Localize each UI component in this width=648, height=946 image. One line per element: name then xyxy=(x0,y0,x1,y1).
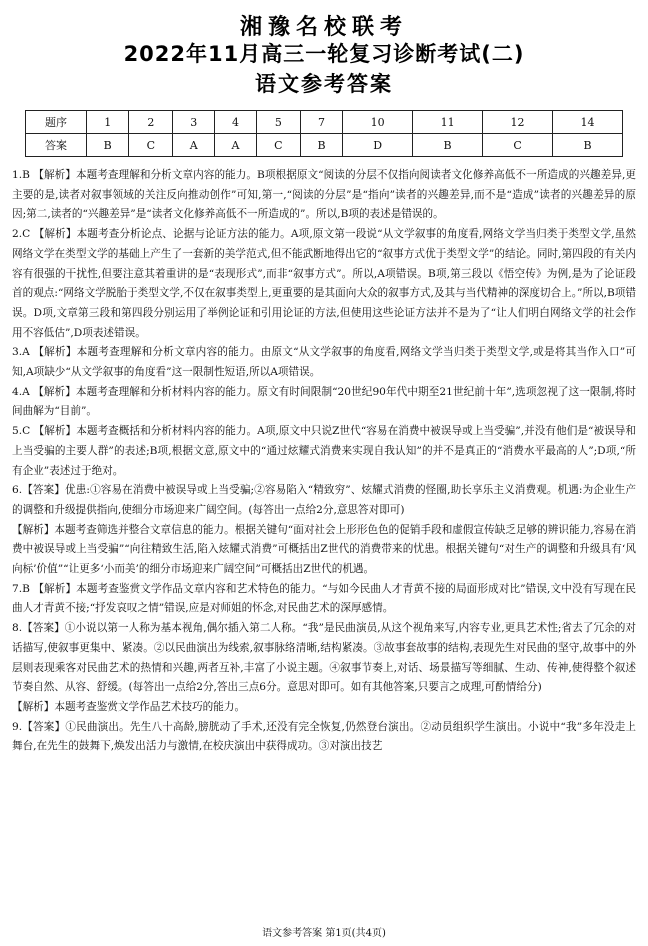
answer-cell: B xyxy=(553,134,623,157)
answer-cell: C xyxy=(256,134,300,157)
question-number-row xyxy=(26,111,623,134)
question-5-explanation: 5.C 【解析】本题考查概括和分析材料内容的能力。A项,原文中只说Z世代“容易在消费中被误导或上当受骗”,并没有他们是“被误导和上当受骗的主要人群”的表述;B项,根据文意,原文中的“通过炫耀式消费来实现自我认知”的并不是真正的“消费水平最高的人”;D项,“所有企业”表述过于绝对。 xyxy=(12,425,636,477)
question-1-explanation: 1.B 【解析】本题考查理解和分析文章内容的能力。B项根据原文“阅读的分层不仅指向阅读者文化修养高低不一所造成的兴趣差异,更主要的是,读者对叙事领域的关注反向推动创作”可知,第一,“阅读的分层”是“指向”读者的兴趣差异,而不是“造成”读者的兴趣差异的原因;第二,读者的“兴趣差异”是“读者文化修养高低不一所造成的”。所以,B项的表述是错误的。 xyxy=(12,169,636,221)
exam-series-title: 湘豫名校联考 xyxy=(239,15,408,40)
question-4-explanation: 4.A 【解析】本题考查理解和分析材料内容的能力。原文有时间限制“20世纪90年代中期至21世纪前十年”,选项忽视了这一限制,将时间曲解为“目前”。 xyxy=(12,385,636,418)
question-3-explanation: 3.A 【解析】本题考查理解和分析文章内容的能力。由原文“从文学叙事的角度看,网络文学当归类于类型文学,或是将其当作入口”可知,A项缺少“从文学叙事的角度看”这一限制性短语,所以A项错误。 xyxy=(12,346,636,379)
question-number: 14 xyxy=(553,111,623,134)
page-footer: 语文参考答案 第1页(共4页) xyxy=(262,928,386,939)
document-title: 语文参考答案 xyxy=(255,72,393,96)
question-number: 10 xyxy=(343,111,413,134)
question-number: 5 xyxy=(256,111,300,134)
answer-cell: A xyxy=(215,134,257,157)
answer-cell: C xyxy=(483,134,553,157)
question-number: 1 xyxy=(87,111,129,134)
answer-cell: B xyxy=(87,134,129,157)
answer-explanations xyxy=(12,166,636,757)
answer-cell: D xyxy=(343,134,413,157)
question-6-answer: 6.【答案】优患:①容易在消费中被误导或上当受骗;②容易陷入“精致穷”、炫耀式消费的怪圈,助长享乐主义消费观。机遇:为企业生产的调整和升级提供指向,使细分市场迎来广阔空间。(每答出一点给2分,意思答对即可) xyxy=(12,484,636,516)
question-8-answer: 8.【答案】①小说以第一人称为基本视角,偶尔插入第二人称。“我”是民曲演员,从这个视角来写,内容专业,更具艺术性;省去了冗余的对话描写,使叙事更集中、紧凑。②以民曲演出为线索,叙事脉络清晰,结构紧凑。③故事套故事的结构,表现先生对民曲的坚守,故事中的外层则表现乘客对民曲艺术的热情和兴趣,两者互补,丰富了小说主题。④叙事节奏上,对话、场景描写等细腻、生动、传神,使得整个叙述节奏自然、从容、舒缓。(每答出一点给2分,答出三点6分。意思对即可。如有其他答案,只要言之成理,可酌情给分) xyxy=(12,622,636,694)
answer-cell: C xyxy=(129,134,173,157)
question-number: 11 xyxy=(413,111,483,134)
question-9-answer: 9.【答案】①民曲演出。先生八十高龄,膀胱动了手术,还没有完全恢复,仍然登台演出。②动员组织学生演出。小说中“我”多年没走上舞台,在先生的鼓舞下,焕发出活力与激情,在校庆演出中获得成功。③对演出技艺 xyxy=(12,720,636,753)
question-number: 3 xyxy=(173,111,215,134)
question-number: 7 xyxy=(300,111,342,134)
answer-cell: A xyxy=(173,134,215,157)
row-label-question: 题序 xyxy=(26,111,87,134)
answer-key-table xyxy=(25,110,623,157)
question-8-analysis: 【解析】本题考查鉴赏文学作品艺术技巧的能力。 xyxy=(12,700,246,713)
answer-cell: B xyxy=(413,134,483,157)
question-number: 12 xyxy=(483,111,553,134)
answer-cell: B xyxy=(300,134,342,157)
question-7-explanation: 7.B 【解析】本题考查鉴赏文学作品文章内容和艺术特色的能力。“与如今民曲人才青黄不接的局面形成对比”错误,文中没有写现在民曲人才青黄不接;“抒发哀叹之情”错误,应是对师姐的怀念,对民曲艺术的深厚感情。 xyxy=(12,582,636,615)
exam-name-title: 2022年11月高三一轮复习诊断考试(二) xyxy=(123,42,525,66)
answer-row xyxy=(26,134,623,157)
question-number: 2 xyxy=(129,111,173,134)
row-label-answer: 答案 xyxy=(26,134,87,157)
question-number: 4 xyxy=(215,111,257,134)
question-6-analysis: 【解析】本题考查筛选并整合文章信息的能力。根据关键句“面对社会上形形色色的促销手段和虚假宣传缺乏足够的辨识能力,容易在消费中被误导或上当受骗”“向往精致生活,陷入炫耀式消费”可概括出Z世代的消费带来的忧患。根据关键句“对生产的调整和升级具有‘风向标’价值”“让更多‘小而美’的细分市场迎来广阔空间”可概括出Z世代的机遇。 xyxy=(12,523,636,576)
question-2-explanation: 2.C 【解析】本题考查分析论点、论据与论证方法的能力。A项,原文第一段说“从文学叙事的角度看,网络文学当归类于类型文学,虽然网络文学在类型文学的基础上产生了一套新的美学范式,但不能武断地得出它的“叙事方式优于类型文学”的结论。同时,第四段的有关内容有很强的干扰性,但要注意其着重讲的是“表现形式”,而非“叙事方式”。所以,A项错误。B项,第三段以《悟空传》为例,是为了论证段首的观点:“网络文学脱胎于类型文学,不仅在叙事类型上,更重要的是其面向大众的叙事方式,及其与当代精神的深度切合上。”所以,B项错误。D项,文章第三段和第四段分别运用了举例论证和引用论证的方法,但使用这些论证方法并不是为了“让人们明白网络文学的社会作用不容低估”,D项表述错误。 xyxy=(12,228,636,339)
